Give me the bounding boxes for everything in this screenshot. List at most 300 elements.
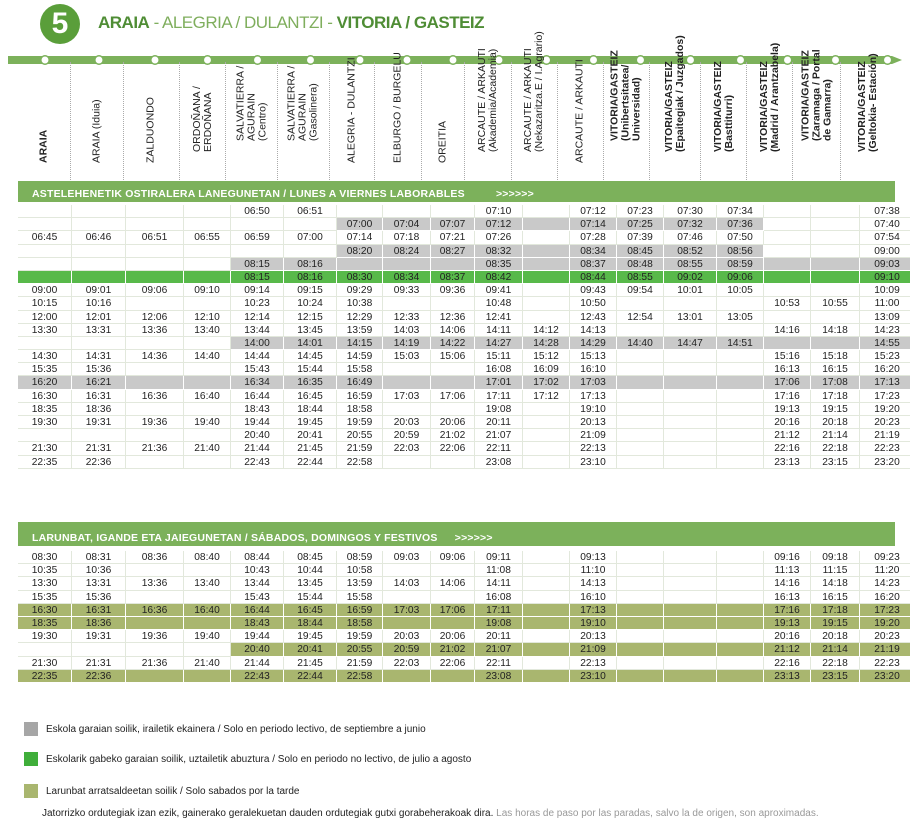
- time-cell: [617, 442, 664, 455]
- time-cell: 07:39: [617, 231, 664, 244]
- time-cell: 22:35: [18, 670, 72, 683]
- timetable-row: [18, 363, 900, 376]
- timetable-row: [18, 551, 900, 564]
- stop-name: VITORIA/GASTEIZ (Basttiturri): [711, 61, 735, 152]
- time-cell: [717, 350, 764, 363]
- time-cell: 12:00: [18, 311, 72, 324]
- time-cell: 20:11: [475, 630, 523, 643]
- stop-column: [180, 62, 226, 180]
- time-cell: [617, 363, 664, 376]
- time-cell: 08:27: [431, 245, 475, 258]
- time-cell: 09:03: [860, 258, 910, 271]
- time-cell: [18, 271, 72, 284]
- time-cell: 19:30: [18, 416, 72, 429]
- time-cell: 07:14: [337, 231, 383, 244]
- time-cell: [72, 643, 126, 656]
- time-cell: [617, 564, 664, 577]
- time-cell: [617, 429, 664, 442]
- time-cell: 15:44: [284, 591, 337, 604]
- time-cell: 17:01: [475, 376, 523, 389]
- time-cell: 14:47: [664, 337, 717, 350]
- time-cell: 16:30: [18, 604, 72, 617]
- time-cell: 12:10: [184, 311, 231, 324]
- time-cell: 19:13: [764, 617, 811, 630]
- time-cell: [664, 403, 717, 416]
- time-cell: [523, 218, 570, 231]
- time-cell: 15:58: [337, 591, 383, 604]
- time-cell: 14:06: [431, 324, 475, 337]
- timetable-row: [18, 670, 900, 683]
- time-cell: [523, 403, 570, 416]
- time-cell: 10:36: [72, 564, 126, 577]
- time-cell: [523, 297, 570, 310]
- time-cell: 09:06: [431, 551, 475, 564]
- time-cell: 16:08: [475, 591, 523, 604]
- time-cell: 08:36: [126, 551, 184, 564]
- time-cell: 09:00: [18, 284, 72, 297]
- time-cell: 22:23: [860, 657, 910, 670]
- time-cell: [184, 670, 231, 683]
- time-cell: [126, 245, 184, 258]
- time-cell: [717, 604, 764, 617]
- stop-name: ORDOÑANA / ERDOÑANA: [190, 86, 214, 152]
- time-cell: 21:14: [811, 429, 860, 442]
- time-cell: 11:13: [764, 564, 811, 577]
- time-cell: 23:13: [764, 456, 811, 469]
- stop-name: ARCAUTE / ARKAUTI (Nekazaritza.E / I.Agrario): [522, 31, 546, 152]
- time-cell: 16:59: [337, 390, 383, 403]
- stop-column: [747, 42, 793, 180]
- stop-name: VITORIA/GASTEIZ (Madrid / Arantzabela): [757, 42, 781, 152]
- time-cell: 10:35: [18, 564, 72, 577]
- time-cell: 14:00: [231, 337, 284, 350]
- time-cell: 10:38: [337, 297, 383, 310]
- time-cell: 12:01: [72, 311, 126, 324]
- time-cell: 16:13: [764, 591, 811, 604]
- timetable-row: [18, 416, 900, 429]
- time-cell: [231, 218, 284, 231]
- time-cell: [617, 390, 664, 403]
- time-cell: 07:40: [860, 218, 910, 231]
- time-cell: 08:32: [475, 245, 523, 258]
- time-cell: 07:23: [617, 205, 664, 218]
- time-cell: 16:10: [570, 363, 617, 376]
- header: [0, 0, 910, 48]
- time-cell: 07:30: [664, 205, 717, 218]
- time-cell: 06:51: [126, 231, 184, 244]
- time-cell: 08:30: [18, 551, 72, 564]
- time-cell: [184, 376, 231, 389]
- stop-column: [512, 31, 558, 180]
- time-cell: 11:20: [860, 564, 910, 577]
- time-cell: 07:07: [431, 218, 475, 231]
- time-cell: 17:06: [764, 376, 811, 389]
- time-cell: [337, 258, 383, 271]
- time-cell: 15:36: [72, 591, 126, 604]
- time-cell: 22:44: [284, 456, 337, 469]
- time-cell: 16:59: [337, 604, 383, 617]
- time-cell: 19:30: [18, 630, 72, 643]
- time-cell: [764, 271, 811, 284]
- time-cell: 07:18: [383, 231, 431, 244]
- time-cell: 13:40: [184, 324, 231, 337]
- timetable-row: [18, 429, 900, 442]
- time-cell: [523, 564, 570, 577]
- time-cell: 16:09: [523, 363, 570, 376]
- time-cell: 21:36: [126, 442, 184, 455]
- time-cell: [431, 670, 475, 683]
- time-cell: [431, 456, 475, 469]
- time-cell: 13:30: [18, 324, 72, 337]
- time-cell: [617, 297, 664, 310]
- time-cell: [717, 551, 764, 564]
- time-cell: 16:20: [18, 376, 72, 389]
- time-cell: 19:40: [184, 416, 231, 429]
- time-cell: [72, 429, 126, 442]
- time-cell: 22:16: [764, 442, 811, 455]
- time-cell: [431, 376, 475, 389]
- time-cell: [284, 218, 337, 231]
- time-cell: [664, 324, 717, 337]
- time-cell: 21:19: [860, 643, 910, 656]
- time-cell: [664, 350, 717, 363]
- legend-swatch-no-school: [24, 752, 38, 766]
- time-cell: 16:35: [284, 376, 337, 389]
- time-cell: [383, 591, 431, 604]
- time-cell: 09:06: [126, 284, 184, 297]
- weekday-section-title: ASTELEHENETIK OSTIRALERA LANEGUNETAN / LUNES A VIERNES LABORABLES: [32, 188, 465, 200]
- time-cell: 21:09: [570, 429, 617, 442]
- stop-column: [226, 62, 278, 180]
- stop-column: [330, 57, 375, 180]
- time-cell: 09:15: [284, 284, 337, 297]
- time-cell: 07:04: [383, 218, 431, 231]
- time-cell: 21:14: [811, 643, 860, 656]
- time-cell: [811, 284, 860, 297]
- time-cell: 16:36: [126, 390, 184, 403]
- time-cell: [431, 591, 475, 604]
- time-cell: [811, 245, 860, 258]
- time-cell: 14:27: [475, 337, 523, 350]
- time-cell: [126, 564, 184, 577]
- time-cell: 14:36: [126, 350, 184, 363]
- time-cell: 20:06: [431, 630, 475, 643]
- time-cell: [431, 205, 475, 218]
- stop-column: [465, 48, 512, 180]
- time-cell: [126, 670, 184, 683]
- time-cell: 10:53: [764, 297, 811, 310]
- time-cell: [717, 617, 764, 630]
- time-cell: 15:44: [284, 363, 337, 376]
- time-cell: 14:01: [284, 337, 337, 350]
- time-cell: 08:24: [383, 245, 431, 258]
- time-cell: [126, 403, 184, 416]
- stop-name: VITORIA/GASTEIZ (Zaramaga / Portal de Gamarra): [799, 49, 834, 141]
- time-cell: 12:29: [337, 311, 383, 324]
- time-cell: [18, 429, 72, 442]
- legend-item-no-school: [24, 752, 471, 766]
- legend-item-school: [24, 722, 426, 736]
- time-cell: 12:14: [231, 311, 284, 324]
- time-cell: [617, 591, 664, 604]
- time-cell: 14:23: [860, 324, 910, 337]
- time-cell: 16:15: [811, 363, 860, 376]
- time-cell: 19:31: [72, 630, 126, 643]
- time-cell: [664, 416, 717, 429]
- time-cell: [431, 617, 475, 630]
- time-cell: 08:37: [570, 258, 617, 271]
- time-cell: [126, 617, 184, 630]
- stop-name: ARCAUTE / ARKAUTI: [573, 59, 586, 163]
- time-cell: [664, 643, 717, 656]
- time-cell: 21:02: [431, 643, 475, 656]
- time-cell: [764, 311, 811, 324]
- time-cell: [523, 630, 570, 643]
- stop-name: SALVATIERRA / AGURAIN (Centro): [234, 65, 269, 141]
- legend-swatch-school: [24, 722, 38, 736]
- time-cell: 07:26: [475, 231, 523, 244]
- time-cell: 08:34: [570, 245, 617, 258]
- time-cell: 20:18: [811, 416, 860, 429]
- time-cell: 08:55: [664, 258, 717, 271]
- time-cell: 14:16: [764, 577, 811, 590]
- time-cell: 06:50: [231, 205, 284, 218]
- time-cell: [523, 311, 570, 324]
- time-cell: [523, 205, 570, 218]
- time-cell: [18, 337, 72, 350]
- time-cell: 09:11: [475, 551, 523, 564]
- time-cell: 09:23: [860, 551, 910, 564]
- time-cell: [18, 258, 72, 271]
- stop-column: [841, 53, 895, 180]
- time-cell: 16:13: [764, 363, 811, 376]
- time-cell: 19:10: [570, 617, 617, 630]
- stop-name: VITORIA/GASTEIZ (Geltokia- Estación): [856, 53, 880, 152]
- time-cell: [664, 591, 717, 604]
- time-cell: [383, 363, 431, 376]
- time-cell: [617, 551, 664, 564]
- time-cell: 09:01: [72, 284, 126, 297]
- time-cell: 10:09: [860, 284, 910, 297]
- time-cell: 22:03: [383, 657, 431, 670]
- time-cell: 09:10: [860, 271, 910, 284]
- time-cell: [184, 643, 231, 656]
- legend-item-saturday: [24, 784, 300, 798]
- time-cell: 20:16: [764, 630, 811, 643]
- time-cell: 09:29: [337, 284, 383, 297]
- timetable-row: [18, 271, 900, 284]
- time-cell: 12:43: [570, 311, 617, 324]
- timetable-row: [18, 337, 900, 350]
- time-cell: [811, 311, 860, 324]
- time-cell: [617, 376, 664, 389]
- time-cell: 18:36: [72, 403, 126, 416]
- time-cell: [523, 271, 570, 284]
- time-cell: 22:03: [383, 442, 431, 455]
- time-cell: 08:37: [431, 271, 475, 284]
- time-cell: [664, 630, 717, 643]
- time-cell: 21:44: [231, 657, 284, 670]
- time-cell: [617, 324, 664, 337]
- time-cell: 15:43: [231, 591, 284, 604]
- time-cell: 18:35: [18, 403, 72, 416]
- time-cell: 12:33: [383, 311, 431, 324]
- stop-column: [278, 62, 330, 180]
- time-cell: 16:36: [126, 604, 184, 617]
- time-cell: 19:15: [811, 617, 860, 630]
- timetable-row: [18, 643, 900, 656]
- time-cell: 14:12: [523, 324, 570, 337]
- time-cell: 13:45: [284, 324, 337, 337]
- time-cell: [72, 271, 126, 284]
- time-cell: 13:44: [231, 324, 284, 337]
- time-cell: [126, 643, 184, 656]
- time-cell: [664, 577, 717, 590]
- time-cell: [717, 657, 764, 670]
- time-cell: [664, 297, 717, 310]
- time-cell: [811, 231, 860, 244]
- time-cell: 22:43: [231, 670, 284, 683]
- time-cell: 08:40: [184, 551, 231, 564]
- time-cell: 20:41: [284, 643, 337, 656]
- time-cell: 22:13: [570, 442, 617, 455]
- time-cell: [184, 218, 231, 231]
- time-cell: 07:12: [475, 218, 523, 231]
- time-cell: 19:20: [860, 617, 910, 630]
- stop-column: [558, 59, 604, 180]
- time-cell: 09:18: [811, 551, 860, 564]
- time-cell: 19:10: [570, 403, 617, 416]
- time-cell: 14:31: [72, 350, 126, 363]
- time-cell: 20:41: [284, 429, 337, 442]
- time-cell: 15:35: [18, 363, 72, 376]
- time-cell: 14:29: [570, 337, 617, 350]
- time-cell: 17:06: [431, 390, 475, 403]
- stop-column: [375, 52, 422, 180]
- route-title-part: ARAIA: [98, 13, 150, 32]
- time-cell: 08:59: [337, 551, 383, 564]
- timetable-row: [18, 403, 900, 416]
- time-cell: 19:44: [231, 416, 284, 429]
- time-cell: 18:43: [231, 403, 284, 416]
- time-cell: [617, 670, 664, 683]
- time-cell: 16:44: [231, 390, 284, 403]
- time-cell: [383, 205, 431, 218]
- time-cell: 18:58: [337, 617, 383, 630]
- time-cell: [717, 670, 764, 683]
- time-cell: 19:20: [860, 403, 910, 416]
- time-cell: 08:44: [570, 271, 617, 284]
- weekend-section-arrows: >>>>>>: [454, 532, 493, 544]
- time-cell: 09:33: [383, 284, 431, 297]
- timetable-row: [18, 231, 900, 244]
- time-cell: 14:59: [337, 350, 383, 363]
- time-cell: 17:03: [383, 604, 431, 617]
- time-cell: [383, 670, 431, 683]
- time-cell: 12:06: [126, 311, 184, 324]
- time-cell: 17:03: [383, 390, 431, 403]
- time-cell: 22:23: [860, 442, 910, 455]
- timetable-row: [18, 205, 900, 218]
- stop-column: [604, 50, 650, 180]
- time-cell: [617, 604, 664, 617]
- time-cell: 20:11: [475, 416, 523, 429]
- time-cell: 21:19: [860, 429, 910, 442]
- weekend-section-title: LARUNBAT, IGANDE ETA JAIEGUNETAN / SÁBADOS, DOMINGOS Y FESTIVOS: [32, 532, 438, 544]
- time-cell: [126, 258, 184, 271]
- legend-swatch-saturday: [24, 784, 38, 798]
- time-cell: 19:13: [764, 403, 811, 416]
- time-cell: 09:13: [570, 551, 617, 564]
- time-cell: [523, 643, 570, 656]
- time-cell: 21:09: [570, 643, 617, 656]
- time-cell: 15:13: [570, 350, 617, 363]
- time-cell: 21:59: [337, 657, 383, 670]
- time-cell: 21:30: [18, 657, 72, 670]
- time-cell: [184, 591, 231, 604]
- timetable-row: [18, 376, 900, 389]
- time-cell: 21:45: [284, 657, 337, 670]
- time-cell: [617, 577, 664, 590]
- time-cell: 08:55: [617, 271, 664, 284]
- time-cell: 18:58: [337, 403, 383, 416]
- time-cell: [72, 337, 126, 350]
- time-cell: [523, 657, 570, 670]
- time-cell: 06:59: [231, 231, 284, 244]
- time-cell: [126, 271, 184, 284]
- time-cell: 18:35: [18, 617, 72, 630]
- time-cell: [811, 258, 860, 271]
- time-cell: 13:45: [284, 577, 337, 590]
- time-cell: 06:46: [72, 231, 126, 244]
- time-cell: [383, 564, 431, 577]
- time-cell: 21:31: [72, 657, 126, 670]
- time-cell: [431, 564, 475, 577]
- time-cell: [523, 416, 570, 429]
- time-cell: 23:08: [475, 456, 523, 469]
- time-cell: 08:48: [617, 258, 664, 271]
- time-cell: 06:51: [284, 205, 337, 218]
- time-cell: 18:36: [72, 617, 126, 630]
- time-cell: 15:43: [231, 363, 284, 376]
- time-cell: [617, 657, 664, 670]
- time-cell: 14:44: [231, 350, 284, 363]
- time-cell: 09:36: [431, 284, 475, 297]
- time-cell: [617, 643, 664, 656]
- time-cell: 15:03: [383, 350, 431, 363]
- stop-name: VITORIA/GASTEIZ (Unibertsitatea/ Universidad): [608, 50, 643, 141]
- time-cell: 08:15: [231, 258, 284, 271]
- time-cell: 19:40: [184, 630, 231, 643]
- route-title-part: VITORIA / GASTEIZ: [336, 13, 485, 32]
- weekday-section-arrows: >>>>>>: [495, 188, 534, 200]
- time-cell: 18:44: [284, 617, 337, 630]
- time-cell: 09:00: [860, 245, 910, 258]
- time-cell: [383, 617, 431, 630]
- time-cell: 17:08: [811, 376, 860, 389]
- time-cell: 14:22: [431, 337, 475, 350]
- time-cell: [523, 429, 570, 442]
- time-cell: [184, 271, 231, 284]
- time-cell: [664, 657, 717, 670]
- time-cell: 20:59: [383, 429, 431, 442]
- time-cell: 16:34: [231, 376, 284, 389]
- time-cell: [717, 297, 764, 310]
- time-cell: [126, 363, 184, 376]
- time-cell: 14:11: [475, 324, 523, 337]
- time-cell: [717, 416, 764, 429]
- time-cell: [523, 604, 570, 617]
